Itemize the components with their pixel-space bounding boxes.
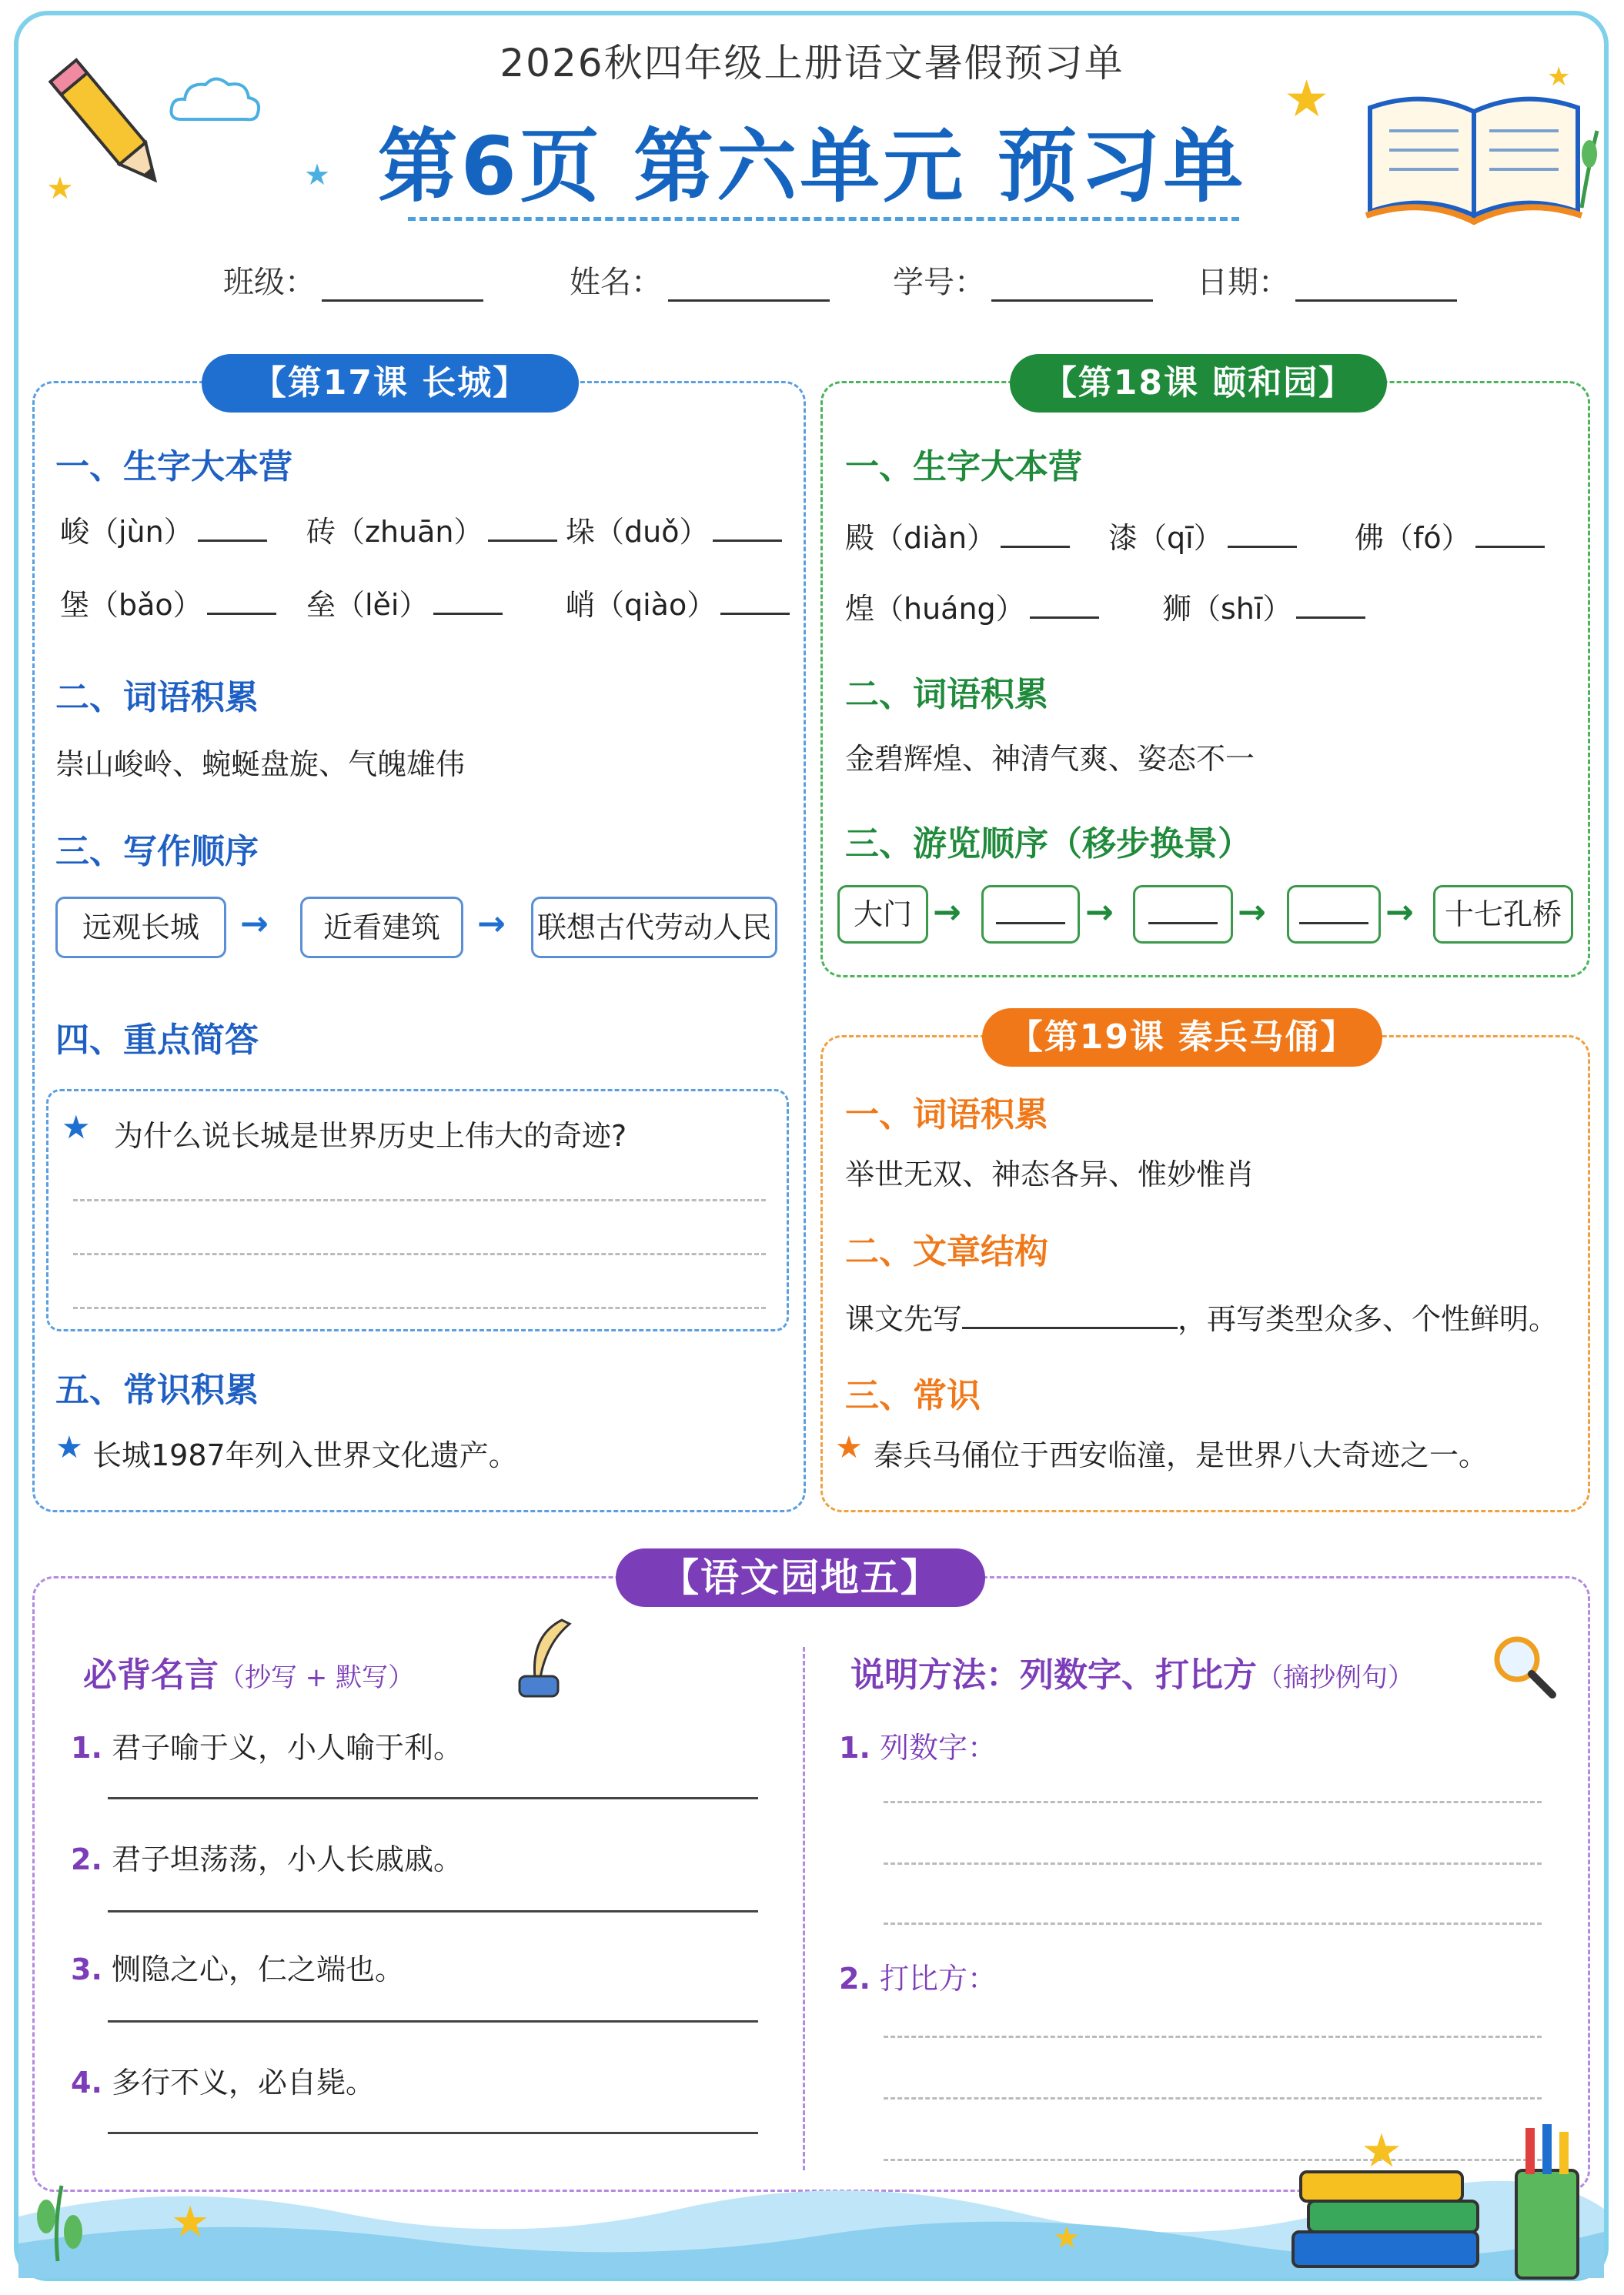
char-item[interactable]: 狮（shī） (1162, 585, 1365, 627)
arrow-right-icon: → (477, 904, 506, 944)
arrow-right-icon: → (1238, 893, 1266, 932)
answer-line[interactable] (884, 1923, 1542, 1925)
arrow-right-icon: → (240, 904, 269, 944)
star-icon: ★ (46, 171, 74, 206)
page-subtitle: 2026秋四年级上册语文暑假预习单 (500, 41, 1124, 85)
methods-heading: 说明方法：列数字、打比方（摘抄例句） (850, 1655, 1414, 1695)
lesson19-title: 【第19课 秦兵马俑】 (982, 1008, 1382, 1067)
copy-line[interactable] (108, 2132, 758, 2134)
section-heading: 二、文章结构 (845, 1232, 1048, 1271)
garden-title: 【语文园地五】 (616, 1548, 985, 1607)
char-item[interactable]: 煌（huáng） (845, 585, 1099, 627)
answer-line[interactable] (73, 1307, 766, 1309)
quill-ink-icon (508, 1616, 577, 1701)
column-divider (803, 1647, 805, 2170)
section-heading: 五、常识积累 (55, 1371, 259, 1410)
char-item[interactable]: 峭（qiào） (566, 581, 790, 623)
route-end: 十七孔桥 (1433, 885, 1573, 944)
quote-item: 2. 君子坦荡荡，小人长戚戚。 (71, 1842, 463, 1876)
student-id-field[interactable]: 学号： (893, 258, 1153, 302)
quotes-heading: 必背名言（抄写 + 默写） (83, 1655, 415, 1695)
char-item[interactable]: 漆（qī） (1108, 514, 1297, 556)
quote-item: 3. 恻隐之心，仁之端也。 (71, 1953, 404, 1986)
magnifier-icon (1489, 1632, 1559, 1701)
method-item: 2. 打比方： (839, 1962, 997, 1996)
route-blank[interactable] (981, 885, 1080, 944)
section-heading: 一、生字大本营 (55, 447, 292, 486)
structure-sentence[interactable]: 课文先写 ，再写类型众多、个性鲜明。 (845, 1302, 1559, 1336)
answer-line[interactable] (884, 2036, 1542, 2038)
star-icon: ★ (835, 1430, 863, 1465)
quote-item: 4. 多行不义，必自毙。 (71, 2066, 375, 2100)
svg-text:★: ★ (1361, 2124, 1402, 2178)
arrow-right-icon: → (1085, 893, 1114, 932)
vocab-text: 金碧辉煌、神清气爽、姿态不一 (845, 742, 1255, 776)
page-title: 第6页 第六单元 预习单 (377, 119, 1247, 213)
copy-line[interactable] (108, 1910, 758, 1912)
route-start: 大门 (837, 885, 928, 944)
char-item[interactable]: 峻（jùn） (60, 508, 267, 550)
answer-line[interactable] (884, 1862, 1542, 1865)
section-heading: 一、生字大本营 (845, 447, 1082, 486)
class-field[interactable]: 班级： (223, 258, 483, 302)
arrow-right-icon: → (933, 893, 961, 932)
section-heading: 三、写作顺序 (55, 832, 259, 871)
char-item[interactable]: 殿（diàn） (845, 514, 1070, 556)
star-icon: ★ (1284, 69, 1330, 129)
question-text: 为什么说长城是世界历史上伟大的奇迹? (114, 1119, 627, 1153)
title-divider (408, 217, 1239, 221)
route-blank[interactable] (1287, 885, 1381, 944)
star-icon: ★ (62, 1108, 91, 1146)
order-step: 联想古代劳动人民 (531, 897, 777, 958)
lesson17-title: 【第17课 长城】 (202, 354, 579, 413)
lesson18-title: 【第18课 颐和园】 (1010, 354, 1387, 413)
fact-text: 长城1987年列入世界文化遗产。 (92, 1438, 518, 1472)
fact-text: 秦兵马俑位于西安临潼，是世界八大奇迹之一。 (874, 1438, 1489, 1472)
date-field[interactable]: 日期： (1197, 258, 1457, 302)
section-heading: 四、重点简答 (55, 1021, 259, 1060)
leaf-icon (23, 2178, 92, 2263)
star-icon: ★ (55, 1430, 83, 1465)
answer-line[interactable] (884, 2097, 1542, 2100)
name-field[interactable]: 姓名： (570, 258, 830, 302)
copy-line[interactable] (108, 1797, 758, 1799)
answer-line[interactable] (73, 1199, 766, 1201)
quote-item: 1. 君子喻于义，小人喻于利。 (71, 1731, 463, 1765)
vocab-text: 举世无双、神态各异、惟妙惟肖 (845, 1158, 1255, 1191)
char-item[interactable]: 垛（duǒ） (566, 508, 782, 550)
char-item[interactable]: 佛（fó） (1355, 514, 1545, 556)
order-step: 远观长城 (55, 897, 226, 958)
section-heading: 三、游览顺序（移步换景） (845, 824, 1251, 864)
star-icon: ★ (1053, 2220, 1081, 2256)
answer-line[interactable] (73, 1253, 766, 1255)
char-item[interactable]: 堡（bǎo） (60, 581, 276, 623)
star-icon: ★ (304, 158, 331, 192)
section-heading: 二、词语积累 (55, 678, 259, 717)
section-heading: 一、词语积累 (845, 1095, 1048, 1134)
vocab-text: 崇山峻岭、蜿蜒盘旋、气魄雄伟 (55, 747, 466, 781)
copy-line[interactable] (108, 2020, 758, 2023)
section-heading: 二、词语积累 (845, 675, 1048, 714)
route-blank[interactable] (1133, 885, 1233, 944)
answer-line[interactable] (884, 1801, 1542, 1803)
char-item[interactable]: 砖（zhuān） (306, 508, 557, 550)
section-heading: 三、常识 (845, 1376, 981, 1415)
arrow-right-icon: → (1385, 893, 1414, 932)
method-item: 1. 列数字： (839, 1731, 997, 1765)
char-item[interactable]: 垒（lěi） (306, 581, 503, 623)
star-icon: ★ (1547, 62, 1571, 92)
star-icon: ★ (171, 2197, 210, 2247)
books-pencils-icon (1285, 2124, 1593, 2282)
order-step: 近看建筑 (300, 897, 463, 958)
